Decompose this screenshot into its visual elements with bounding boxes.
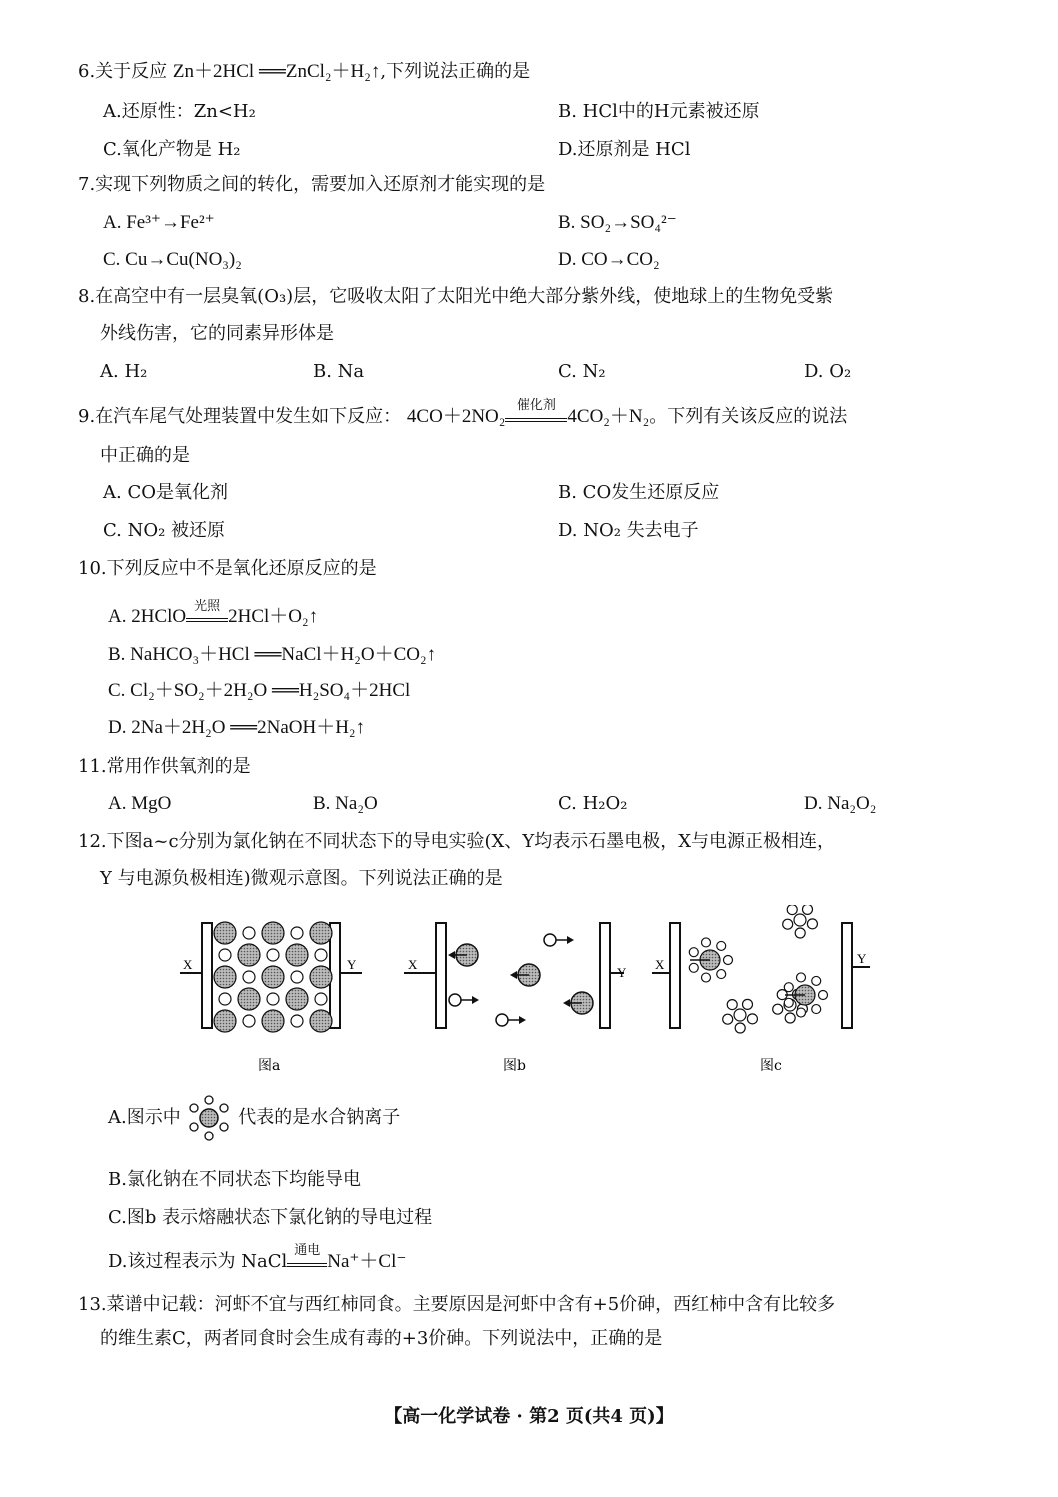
q11-option-c: C. H₂O₂ [558, 793, 628, 814]
sodium-ion [214, 922, 236, 944]
water-molecule [727, 1000, 737, 1010]
q9-option-b: B. CO发生还原反应 [558, 482, 720, 503]
conductivity-figure [180, 905, 880, 1075]
sodium-ion [286, 988, 308, 1010]
sodium-ion [262, 1010, 284, 1032]
sodium-ion [262, 922, 284, 944]
panel-b [404, 923, 627, 1074]
q6-option-b: B. HCl中的H元素被还原 [558, 101, 760, 122]
water-molecule [785, 1013, 795, 1023]
q10-option-b: B. NaHCO₃＋HCl ══NaCl＋H₂O＋CO₂↑ [108, 644, 437, 665]
q9-stem-line2: 中正确的是 [100, 445, 190, 466]
water-molecule [773, 1004, 783, 1014]
q12-option-c: C.图b 表示熔融状态下氯化钠的导电过程 [108, 1207, 433, 1228]
sodium-ion [238, 988, 260, 1010]
water-molecule [689, 948, 698, 957]
q6-stem-prefix: 6.关于反应 [78, 61, 168, 82]
q13-stem-line2: 的维生素C，两者同食时会生成有毒的+3价砷。下列说法中，正确的是 [100, 1328, 663, 1349]
q9-option-d: D. NO₂ 失去电子 [558, 520, 699, 541]
q13-stem-line1: 13.菜谱中记载：河虾不宜与西红柿同食。主要原因是河虾中含有+5价砷，西红柿中含有比较多 [78, 1294, 836, 1315]
q9-eq-left: 4CO＋2NO₂ [406, 406, 506, 427]
water-molecule [812, 976, 821, 985]
q10-option-c: C. Cl₂＋SO₂＋2H₂O ══H₂SO₄＋2HCl [108, 680, 411, 701]
hydrated-chloride-core [734, 1009, 746, 1021]
water-molecule [723, 1014, 733, 1024]
water-molecule [742, 999, 752, 1009]
q6-option-d: D.还原剂是 HCl [558, 139, 691, 160]
sodium-ion [238, 944, 260, 966]
q9-stem-line1 [78, 398, 848, 429]
q9-option-a: A. CO是氧化剂 [103, 482, 228, 503]
q6-equation: Zn＋2HCl ══ZnCl₂＋H₂↑ [172, 61, 381, 82]
q10-option-d: D. 2Na＋2H₂O ══2NaOH＋H₂↑ [108, 717, 366, 738]
water-molecule [784, 983, 793, 992]
q12-option-a [108, 1093, 400, 1143]
q12-d-suffix: Na⁺＋Cl⁻ [327, 1251, 407, 1272]
panel-a [180, 922, 362, 1074]
chloride-ion [291, 971, 303, 983]
conductivity-figure-svg [180, 905, 880, 1075]
chloride-ion [267, 949, 279, 961]
panel-c-x-label: X [655, 957, 665, 972]
q10-stem: 10.下列反应中不是氧化还原反应的是 [78, 558, 377, 579]
water-molecule [819, 991, 828, 1000]
q12-a-prefix: A.图示中 [108, 1107, 181, 1128]
water-molecule [717, 941, 726, 950]
q12-option-b: B.氯化钠在不同状态下均能导电 [108, 1169, 361, 1190]
q12-d-condition: 通电 [294, 1243, 321, 1258]
water-molecule [701, 938, 710, 947]
water-molecule [747, 1014, 757, 1024]
chloride-ion [291, 927, 303, 939]
sodium-ion [214, 966, 236, 988]
hydrated-sodium-ion-icon [186, 1095, 232, 1141]
chloride-ion [315, 993, 327, 1005]
q8-option-b: B. Na [313, 361, 365, 382]
chloride-ion [315, 949, 327, 961]
chloride-ion [243, 1015, 255, 1027]
water-molecule [812, 1005, 821, 1014]
sodium-ion [310, 922, 332, 944]
q12-d-prefix: D.该过程表示为 NaCl [108, 1251, 288, 1272]
q8-option-c: C. N₂ [558, 361, 606, 382]
panel-c-y-label: Y [857, 951, 867, 966]
sodium-ion [310, 1010, 332, 1032]
q8-stem-line1: 8.在高空中有一层臭氧(O₃)层，它吸收太阳了太阳光中绝大部分紫外线，使地球上的生物免受紫 [78, 286, 834, 307]
panel-a-caption: 图a [258, 1058, 281, 1074]
q10-a-suffix: 2HCl＋O₂↑ [228, 606, 319, 627]
q6-option-a: A.还原性：Zn<H₂ [103, 101, 256, 122]
page-footer: 【高一化学试卷 · 第2 页(共4 页)】 [384, 1406, 674, 1427]
q11-option-a: A. MgO [108, 793, 172, 814]
q7-option-b: B. SO₂→SO₄²⁻ [558, 212, 677, 233]
chloride-ion [267, 993, 279, 1005]
q7-option-c: C. Cu→Cu(NO₃)₂ [103, 249, 242, 270]
q9-eq-condition: 催化剂 [516, 398, 556, 413]
panel-b-caption: 图b [503, 1058, 526, 1074]
q8-stem-line2: 外线伤害，它的同素异形体是 [100, 323, 334, 344]
sodium-ion [310, 966, 332, 988]
water-molecule [787, 905, 797, 915]
chloride-ion [243, 927, 255, 939]
q11-option-b: B. Na₂O [313, 793, 378, 814]
water-molecule [802, 905, 812, 914]
q6-stem [78, 60, 530, 84]
panel-c-caption: 图c [760, 1058, 782, 1074]
water-molecule [796, 973, 805, 982]
water-molecule [717, 970, 726, 979]
chloride-ion [243, 971, 255, 983]
q7-stem: 7.实现下列物质之间的转化，需要加入还原剂才能实现的是 [78, 174, 546, 195]
panel-b-x-label: X [408, 957, 418, 972]
q9-stem-suffix: 。下列有关该反应的说法 [649, 406, 848, 427]
water-molecule [724, 956, 733, 965]
q12-option-d [108, 1243, 407, 1274]
water-molecule [795, 928, 805, 938]
sodium-ion [214, 1010, 236, 1032]
q10-a-prefix: A. 2HClO [108, 606, 187, 627]
water-molecule [689, 963, 698, 972]
q12-a-suffix: 代表的是水合钠离子 [238, 1107, 401, 1128]
q12-stem-line1: 12.下图a~c分别为氯化钠在不同状态下的导电实验(X、Y均表示石墨电极，X与电源正极相连， [78, 831, 836, 852]
panel-b-y-label: Y [617, 965, 627, 980]
water-molecule [784, 998, 793, 1007]
water-molecule [735, 1023, 745, 1033]
q10-option-a [108, 598, 319, 629]
chloride-ion [219, 949, 231, 961]
chloride-ion [291, 1015, 303, 1027]
sodium-ion [262, 966, 284, 988]
water-molecule [796, 1008, 805, 1017]
q8-option-d: D. O₂ [804, 361, 852, 382]
q9-eq-right: 4CO₂＋N₂ [567, 406, 650, 427]
q9-stem-prefix: 9.在汽车尾气处理装置中发生如下反应： [78, 406, 402, 427]
q10-a-arrow [186, 598, 228, 622]
q6-stem-suffix: ,下列说法正确的是 [380, 61, 531, 82]
q11-stem: 11.常用作供氧剂的是 [78, 756, 251, 777]
water-molecule [701, 973, 710, 982]
panel-a-x-label: X [183, 957, 193, 972]
panel-a-y-label: Y [347, 957, 357, 972]
q11-option-d: D. Na₂O₂ [804, 793, 877, 814]
q8-option-a: A. H₂ [100, 361, 148, 382]
sodium-ion [286, 944, 308, 966]
q9-option-c: C. NO₂ 被还原 [103, 520, 226, 541]
q12-d-arrow [287, 1243, 327, 1267]
chloride-ion [219, 993, 231, 1005]
q10-a-condition: 光照 [194, 598, 221, 613]
water-molecule [783, 919, 793, 929]
q7-option-a: A. Fe³⁺→Fe²⁺ [103, 212, 215, 233]
q6-option-c: C.氧化产物是 H₂ [103, 139, 241, 160]
water-molecule [807, 919, 817, 929]
q9-eq-arrow [505, 398, 567, 422]
q12-stem-line2: Y 与电源负极相连)微观示意图。下列说法正确的是 [100, 868, 503, 889]
hydrated-chloride-core [794, 914, 806, 926]
q7-option-d: D. CO→CO₂ [558, 249, 660, 270]
panel-c [652, 905, 870, 1074]
